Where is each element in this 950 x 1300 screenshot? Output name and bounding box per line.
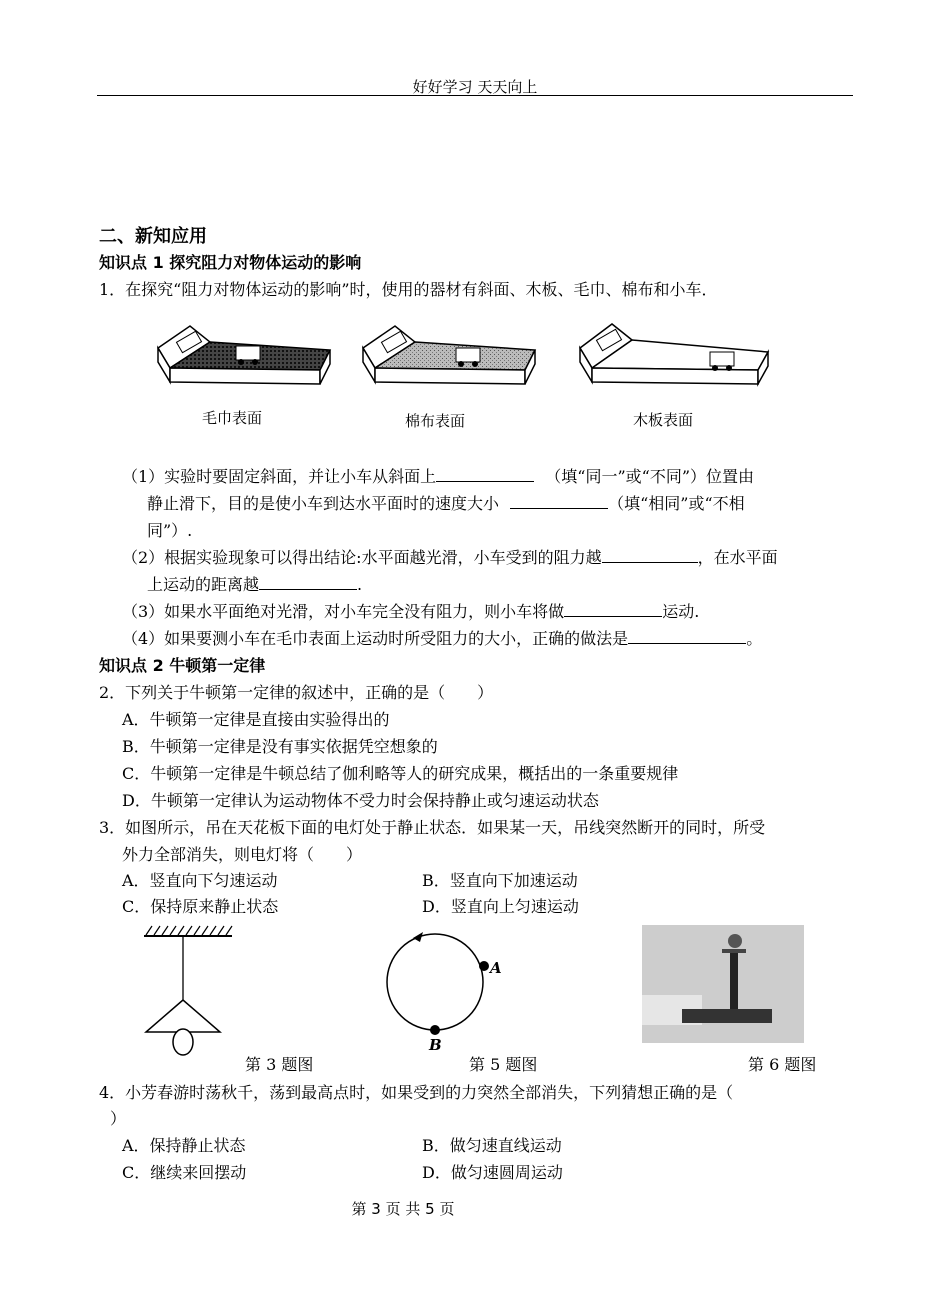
inertia-apparatus-photo [642, 925, 804, 1043]
surface-label-cotton: 棉布表面 [405, 412, 466, 430]
q1-sub2-blank-2[interactable] [259, 575, 357, 590]
q1-sub4-text-b: 。 [746, 629, 763, 648]
q1-stem: 1．在探究“阻力对物体运动的影响”时，使用的器材有斜面、木板、毛巾、棉布和小车． [99, 280, 718, 299]
kp1-title: 知识点 1 探究阻力对物体运动的影响 [99, 253, 362, 272]
ramp-cotton [363, 326, 535, 384]
fig3-caption: 第 3 题图 [245, 1055, 314, 1074]
q1-sub2-text-c: 上运动的距离越 [147, 575, 260, 594]
q1-sub2-line1 [122, 545, 778, 568]
q4-stem-line1: 4．小芳春游时荡秋千，荡到最高点时，如果受到的力突然全部消失，下列猜想正确的是（ [99, 1083, 734, 1102]
q2-option-c[interactable]: C．牛顿第一定律是牛顿总结了伽利略等人的研究成果，概括出的一条重要规律 [122, 764, 679, 783]
q1-sub2-blank-1[interactable] [602, 548, 698, 563]
point-b-label: B [429, 1036, 442, 1054]
q3-stem-line2: 外力全部消失，则电灯将（ ） [122, 845, 363, 864]
q2-stem: 2．下列关于牛顿第一定律的叙述中，正确的是（ ） [99, 683, 494, 702]
ramp-wood [580, 324, 768, 384]
q4-option-a[interactable]: A．保持静止状态 [122, 1136, 246, 1155]
q1-sub1-blank-2[interactable] [510, 494, 608, 509]
q1-sub1-text-d: （填“相同”或“不相 [608, 494, 745, 513]
page-footer: 第 3 页 共 5 页 [351, 1200, 455, 1218]
q1-sub3-blank[interactable] [564, 602, 662, 617]
q3-option-a[interactable]: A．竖直向下匀速运动 [122, 871, 278, 890]
section-title: 二、新知应用 [99, 226, 207, 247]
q1-sub1-blank-1[interactable] [436, 467, 534, 482]
q1-sub1-text-c: 静止滑下，目的是使小车到达水平面时的速度大小 [147, 494, 500, 513]
q1-sub1-text-a: （1）实验时要固定斜面，并让小车从斜面上 [122, 467, 437, 486]
q1-sub3-line [122, 599, 699, 622]
q1-sub1-text-b: （填“同一”或“不同”）位置由 [545, 467, 755, 486]
lamp-figure [138, 922, 238, 1058]
q1-sub3-text-b: 运动. [662, 602, 700, 621]
arrow-head-icon [413, 932, 423, 942]
q4-stem-line2: ） [110, 1109, 127, 1128]
q1-sub2-text-a: （2）根据实验现象可以得出结论:水平面越光滑，小车受到的阻力越 [122, 548, 602, 567]
q1-sub3-text-a: （3）如果水平面绝对光滑，对小车完全没有阻力，则小车将做 [122, 602, 565, 621]
q1-sub2-line2 [147, 572, 362, 595]
q2-option-d[interactable]: D．牛顿第一定律认为运动物体不受力时会保持静止或匀速运动状态 [122, 791, 599, 810]
q1-sub1-line2 [147, 491, 745, 514]
q4-option-b[interactable]: B．做匀速直线运动 [422, 1136, 562, 1155]
q1-sub2-text-b: ，在水平面 [697, 548, 778, 567]
q3-option-c[interactable]: C．保持原来静止状态 [122, 897, 279, 916]
q3-option-d[interactable]: D．竖直向上匀速运动 [422, 897, 579, 916]
surface-label-towel: 毛巾表面 [202, 409, 263, 427]
q4-option-c[interactable]: C．继续来回摆动 [122, 1163, 247, 1182]
surface-label-wood: 木板表面 [633, 411, 694, 429]
q3-option-b[interactable]: B．竖直向下加速运动 [422, 871, 578, 890]
fig5-caption: 第 5 题图 [469, 1055, 538, 1074]
q1-sub2-text-d: . [357, 575, 363, 594]
point-b-dot [430, 1025, 440, 1035]
q1-sub4-blank[interactable] [628, 629, 746, 644]
q2-option-b[interactable]: B．牛顿第一定律是没有事实依据凭空想象的 [122, 737, 438, 756]
q1-sub1-text-e: 同”）. [147, 521, 193, 540]
point-a-label: A [490, 959, 502, 977]
q2-option-a[interactable]: A．牛顿第一定律是直接由实验得出的 [122, 710, 390, 729]
kp2-title: 知识点 2 牛顿第一定律 [99, 656, 266, 675]
point-a-dot [479, 961, 489, 971]
header-rule [97, 95, 853, 96]
q3-stem-line1: 3．如图所示，吊在天花板下面的电灯处于静止状态．如果某一天，吊线突然断开的同时，所受 [99, 818, 766, 837]
fig6-caption: 第 6 题图 [748, 1055, 817, 1074]
ramp-towel [158, 326, 330, 384]
q4-option-d[interactable]: D．做匀速圆周运动 [422, 1163, 563, 1182]
q1-sub4-text-a: （4）如果要测小车在毛巾表面上运动时所受阻力的大小，正确的做法是 [122, 629, 629, 648]
q1-sub4-line [122, 626, 762, 649]
q1-sub1-line1 [122, 464, 754, 487]
page-header: 好好学习 天天向上 [412, 78, 538, 96]
ramp-figures [150, 318, 780, 398]
circle-figure [380, 920, 502, 1054]
